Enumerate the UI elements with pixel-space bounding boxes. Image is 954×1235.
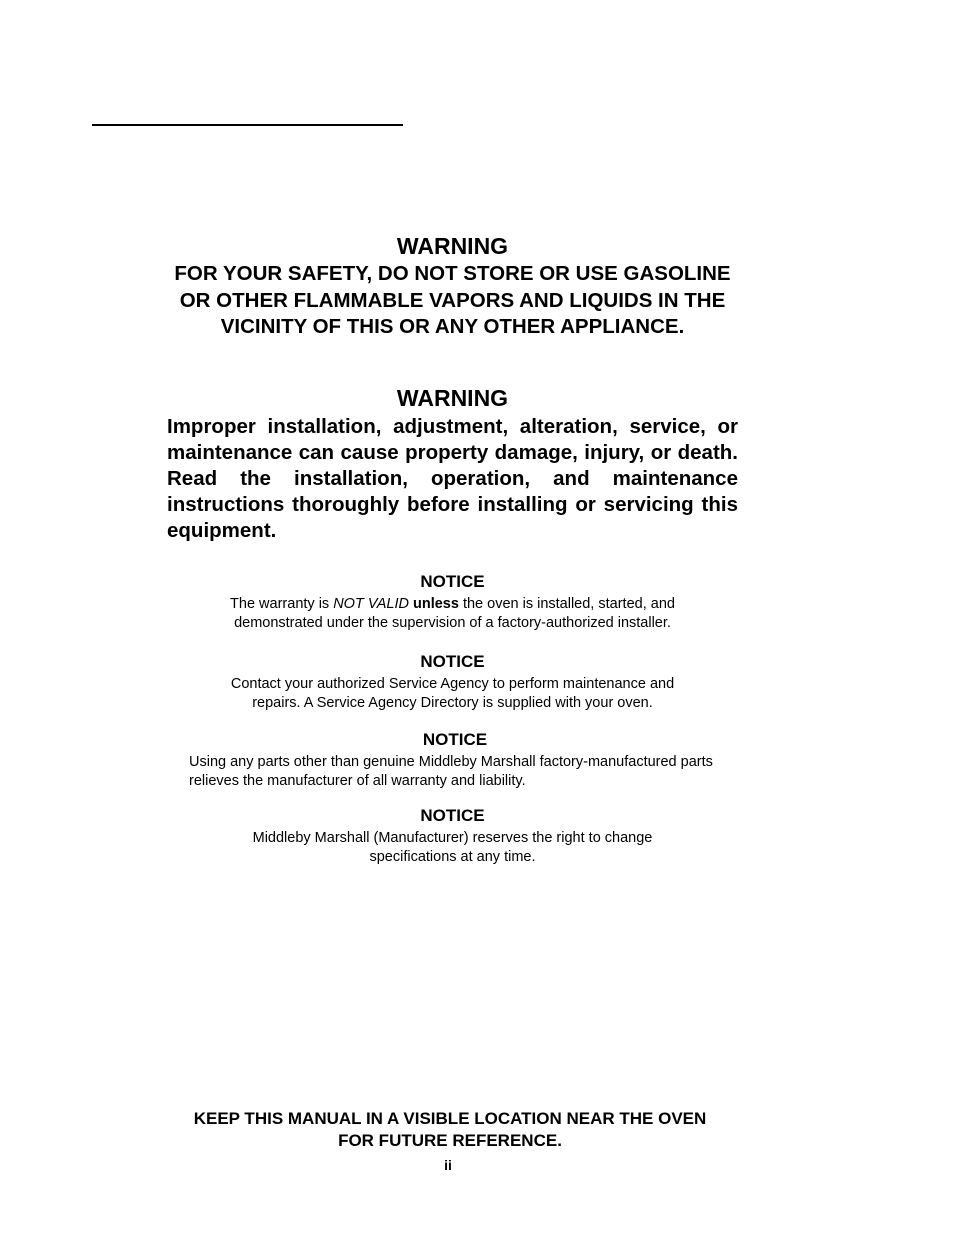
notice-title: NOTICE xyxy=(420,806,485,825)
notice-specifications-section xyxy=(250,806,655,867)
warning-installation-section xyxy=(167,384,738,544)
notice-warranty-section xyxy=(205,572,700,633)
notice-service-section xyxy=(205,652,700,713)
notice-warranty-text-end: the oven is installed, started, and demonstrated under the supervision of a factory-authorized installer. xyxy=(234,596,675,631)
notice-warranty-unless: unless xyxy=(408,596,459,612)
notice-warranty-text xyxy=(205,595,700,633)
footer-section xyxy=(130,1108,770,1152)
warning-installation-text: Improper installation, adjustment, alteration, service, or maintenance can cause property damage, injury, or death. Read the installation, operation, and maintenance instructions thoroughly before installing or servicing this equipment. xyxy=(167,415,738,542)
warning-flammable-section xyxy=(170,232,735,341)
warning-title: WARNING xyxy=(396,385,509,411)
notice-specifications-text: Middleby Marshall (Manufacturer) reserves the right to change specifications at any time. xyxy=(252,830,653,865)
header-rule xyxy=(92,124,403,126)
notice-title: NOTICE xyxy=(420,652,485,671)
notice-parts-section xyxy=(186,730,718,791)
keep-manual-line-1: KEEP THIS MANUAL IN A VISIBLE LOCATION NEAR THE OVEN xyxy=(193,1109,707,1128)
warning-flammable-text: FOR YOUR SAFETY, DO NOT STORE OR USE GASOLINE OR OTHER FLAMMABLE VAPORS AND LIQUIDS IN THE VICINITY OF THIS OR ANY OTHER APPLIANCE. xyxy=(174,262,731,338)
notice-warranty-text-start: The warranty is xyxy=(230,596,334,612)
notice-parts-text: Using any parts other than genuine Middleby Marshall factory-manufactured parts relieves the manufacturer of all warranty and liability. xyxy=(189,754,713,789)
page-number: ii xyxy=(444,1157,452,1173)
keep-manual-line-2: FOR FUTURE REFERENCE. xyxy=(338,1131,562,1150)
notice-warranty-not-valid: NOT VALID xyxy=(333,596,409,612)
warning-title: WARNING xyxy=(396,233,509,259)
notice-service-text: Contact your authorized Service Agency to perform maintenance and repairs. A Service Agency Directory is supplied with your oven. xyxy=(230,676,675,711)
notice-title: NOTICE xyxy=(422,730,488,749)
notice-title: NOTICE xyxy=(420,572,485,591)
